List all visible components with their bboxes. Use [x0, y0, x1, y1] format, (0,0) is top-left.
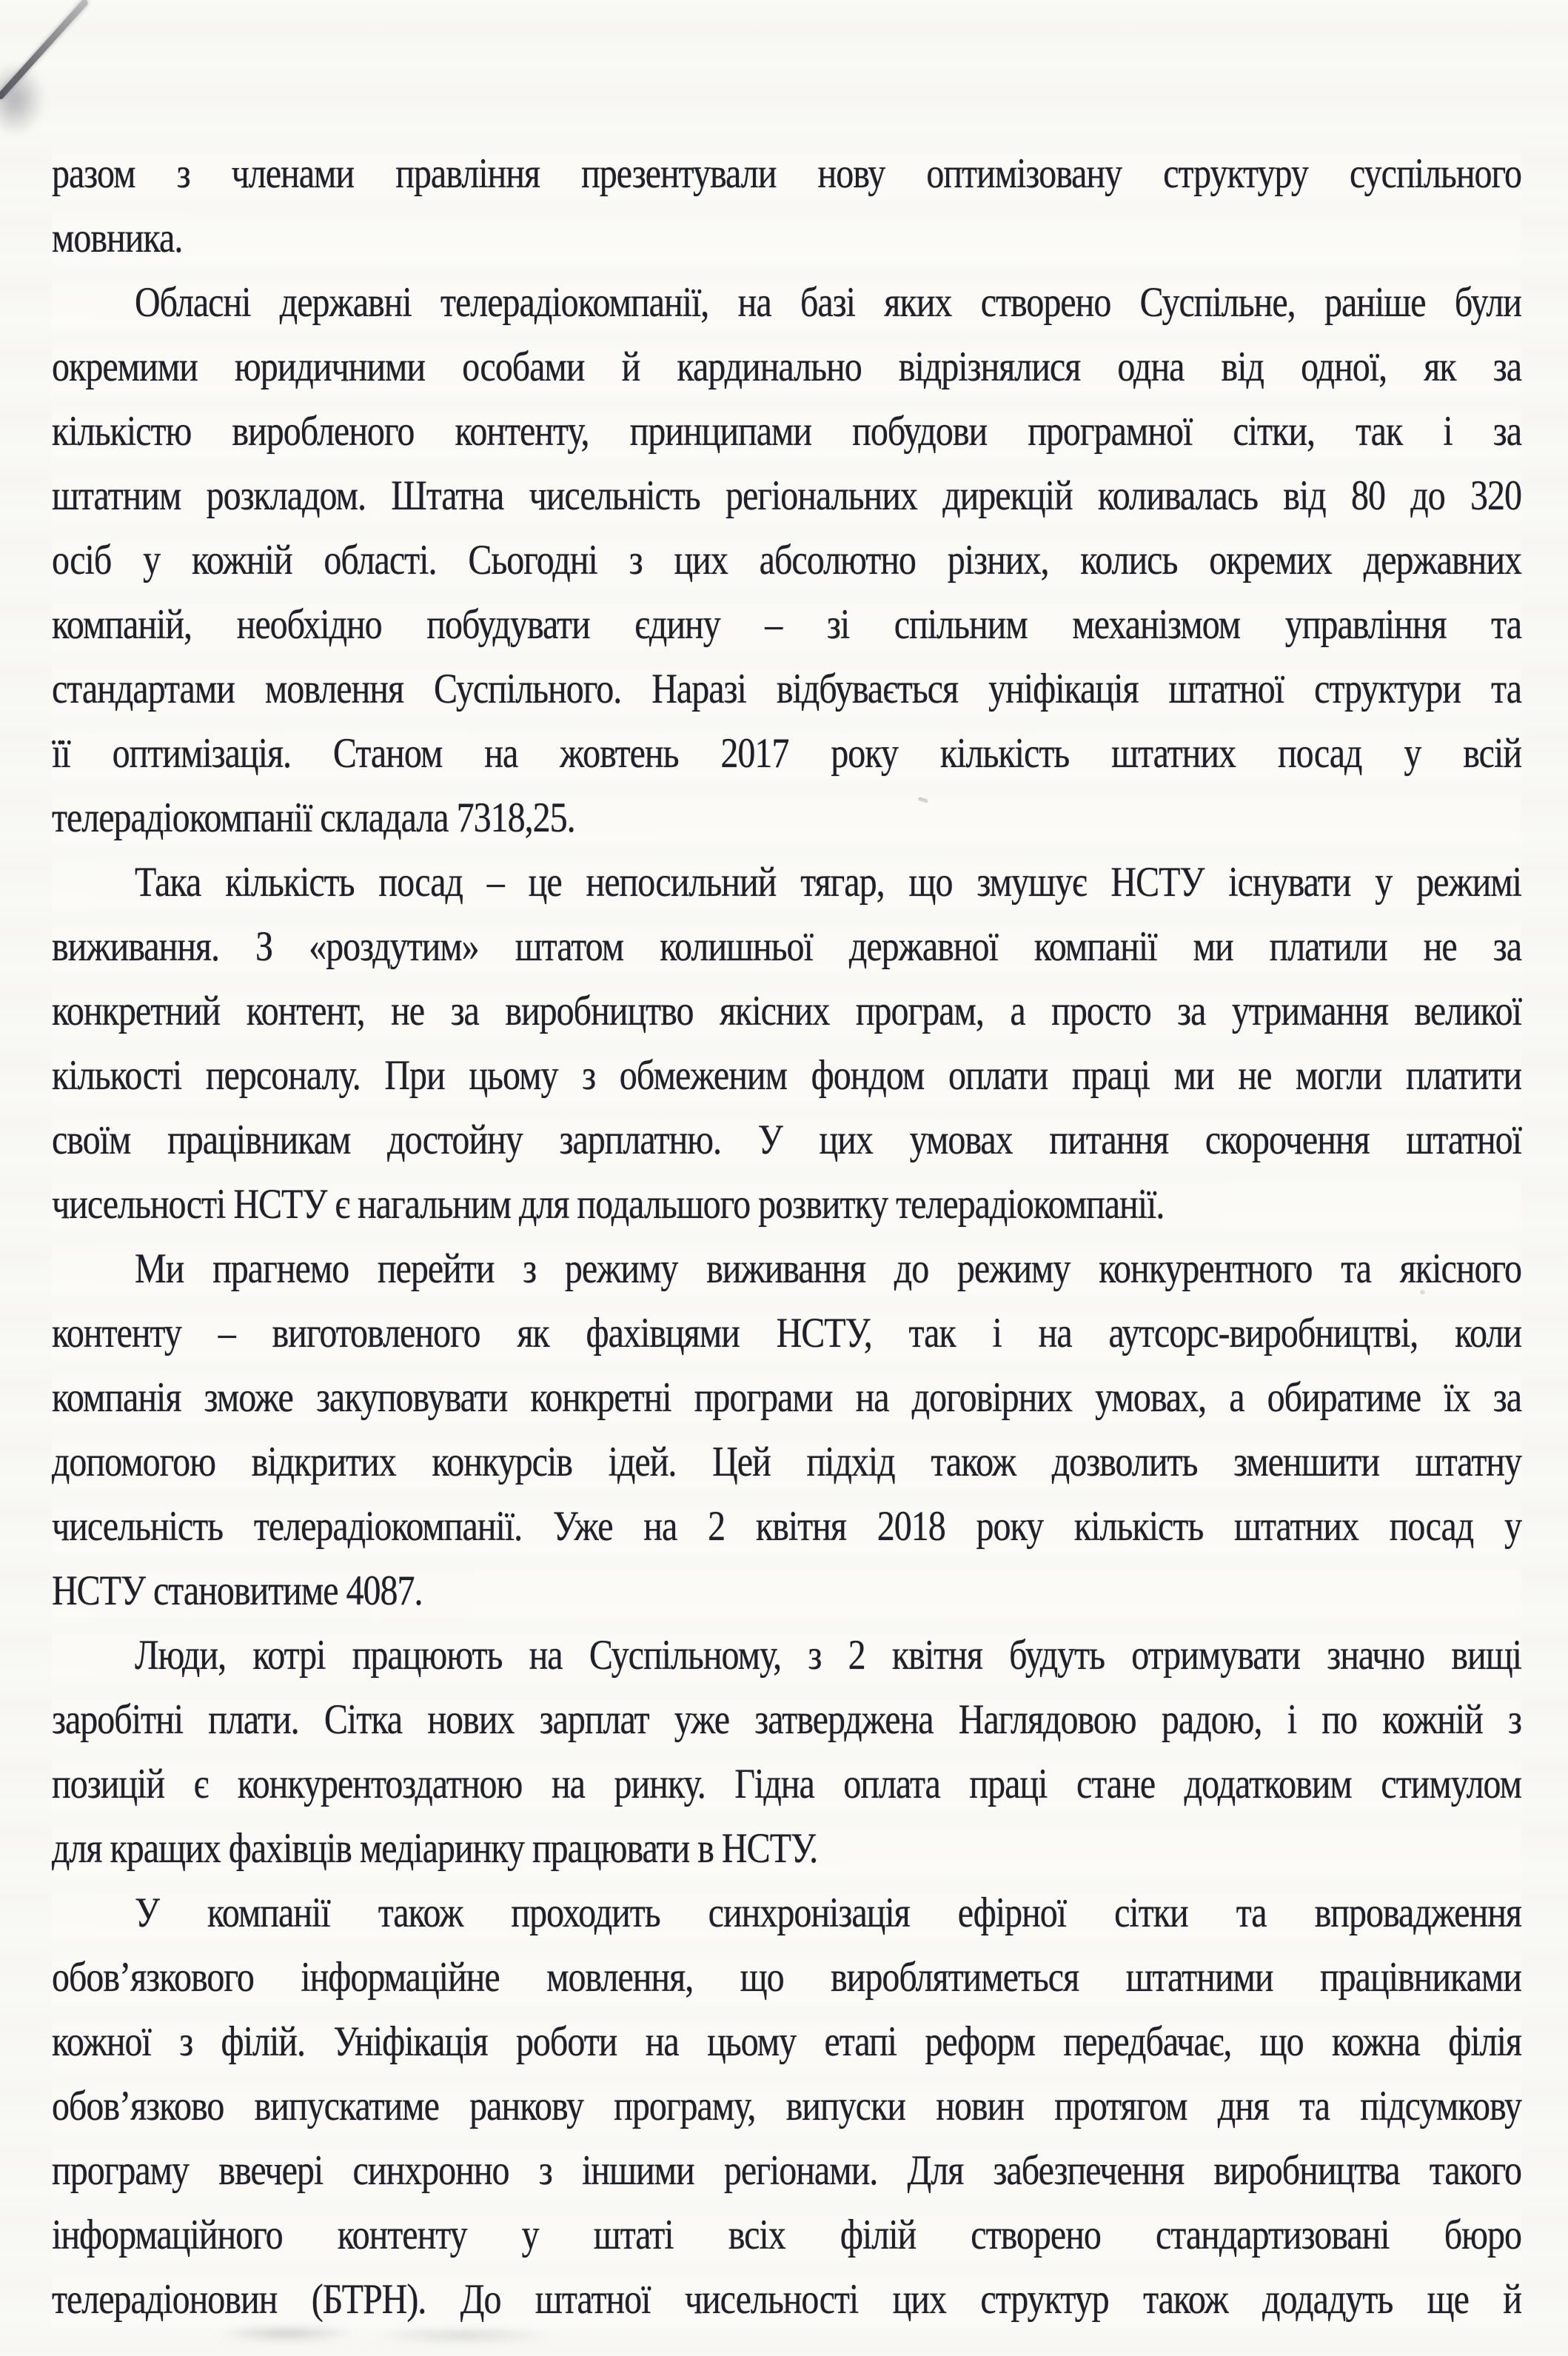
text-line: штатним розкладом. Штатна чисельність регіональних дирекцій коливалась від 80 до 320	[52, 457, 1521, 534]
text-line: Люди, котрі працюють на Суспільному, з 2 квітня будуть отримувати значно вищі	[52, 1616, 1521, 1693]
text-line: Така кількість посад – це непосильний тягар, що змушує НСТУ існувати у режимі	[52, 843, 1521, 920]
text-line: НСТУ становитиме 4087.	[52, 1552, 1521, 1629]
paragraph	[52, 141, 1521, 270]
text-line: обов’язково випускатиме ранкову програму, випуски новин протягом дня та підсумкову	[52, 2067, 1521, 2144]
paragraph	[52, 270, 1521, 850]
text-line: разом з членами правління презентували нову оптимізовану структуру суспільного	[52, 135, 1521, 212]
text-line: телерадіокомпанії складала 7318,25.	[52, 779, 1521, 856]
text-line: окремими юридичними особами й кардинально відрізнялися одна від одної, як за	[52, 328, 1521, 405]
text-line: позицій є конкурентоздатною на ринку. Гідна оплата праці стане додатковим стимулом	[52, 1745, 1521, 1822]
text-line: Обласні державні телерадіокомпанії, на базі яких створено Суспільне, раніше були	[52, 264, 1521, 341]
document-text	[52, 141, 1521, 2332]
text-line: обов’язкового інформаційне мовлення, що вироблятиметься штатними працівниками	[52, 1938, 1521, 2015]
text-line: чисельність телерадіокомпанії. Уже на 2 квітня 2018 року кількість штатних посад у	[52, 1487, 1521, 1564]
text-line: допомогою відкритих конкурсів ідей. Цей підхід також дозволить зменшити штатну	[52, 1423, 1521, 1500]
text-line: У компанії також проходить синхронізація ефірної сітки та впровадження	[52, 1874, 1521, 1951]
text-line: чисельності НСТУ є нагальним для подальшого розвитку телерадіокомпанії.	[52, 1165, 1521, 1242]
text-line: стандартами мовлення Суспільного. Наразі відбувається уніфікація штатної структури та	[52, 650, 1521, 727]
text-line: її оптимізація. Станом на жовтень 2017 року кількість штатних посад у всій	[52, 715, 1521, 792]
text-line: інформаційного контенту у штаті всіх філій створено стандартизовані бюро	[52, 2196, 1521, 2273]
text-line: телерадіоновин (БТРН). До штатної чисельності цих структур також додадуть ще й	[52, 2260, 1521, 2337]
text-line: Ми прагнемо перейти з режиму виживання до режиму конкурентного та якісного	[52, 1230, 1521, 1307]
text-line: кількості персоналу. При цьому з обмеженим фондом оплати праці ми не могли платити	[52, 1037, 1521, 1114]
paragraph	[52, 1236, 1521, 1623]
text-line: мовника.	[52, 199, 1521, 276]
text-line: для кращих фахівців медіаринку працювати в НСТУ.	[52, 1810, 1521, 1887]
paragraph	[52, 850, 1521, 1236]
text-line: осіб у кожній області. Сьогодні з цих абсолютно різних, колись окремих державних	[52, 521, 1521, 598]
paragraph	[52, 1881, 1521, 2332]
text-line: кожної з філій. Уніфікація роботи на цьому етапі реформ передбачає, що кожна філія	[52, 2003, 1521, 2080]
text-line: компанія зможе закуповувати конкретні програми на договірних умовах, а обиратиме їх за	[52, 1359, 1521, 1436]
text-line: заробітні плати. Сітка нових зарплат уже затверджена Наглядовою радою, і по кожній з	[52, 1681, 1521, 1758]
paragraph	[52, 1623, 1521, 1881]
scan-streak-blur-artifact	[0, 62, 44, 136]
text-line: виживання. З «роздутим» штатом колишньої державної компанії ми платили не за	[52, 908, 1521, 985]
text-line: своїм працівникам достойну зарплатню. У цих умовах питання скорочення штатної	[52, 1101, 1521, 1178]
text-line: конкретний контент, не за виробництво якісних програм, а просто за утримання великої	[52, 972, 1521, 1049]
text-line: програму ввечері синхронно з іншими регіонами. Для забезпечення виробництва такого	[52, 2132, 1521, 2209]
text-line: компаній, необхідно побудувати єдину – зі спільним механізмом управління та	[52, 586, 1521, 663]
text-line: кількістю виробленого контенту, принципами побудови програмної сітки, так і за	[52, 392, 1521, 469]
text-line: контенту – виготовленого як фахівцями НСТУ, так і на аутсорс-виробництві, коли	[52, 1294, 1521, 1371]
